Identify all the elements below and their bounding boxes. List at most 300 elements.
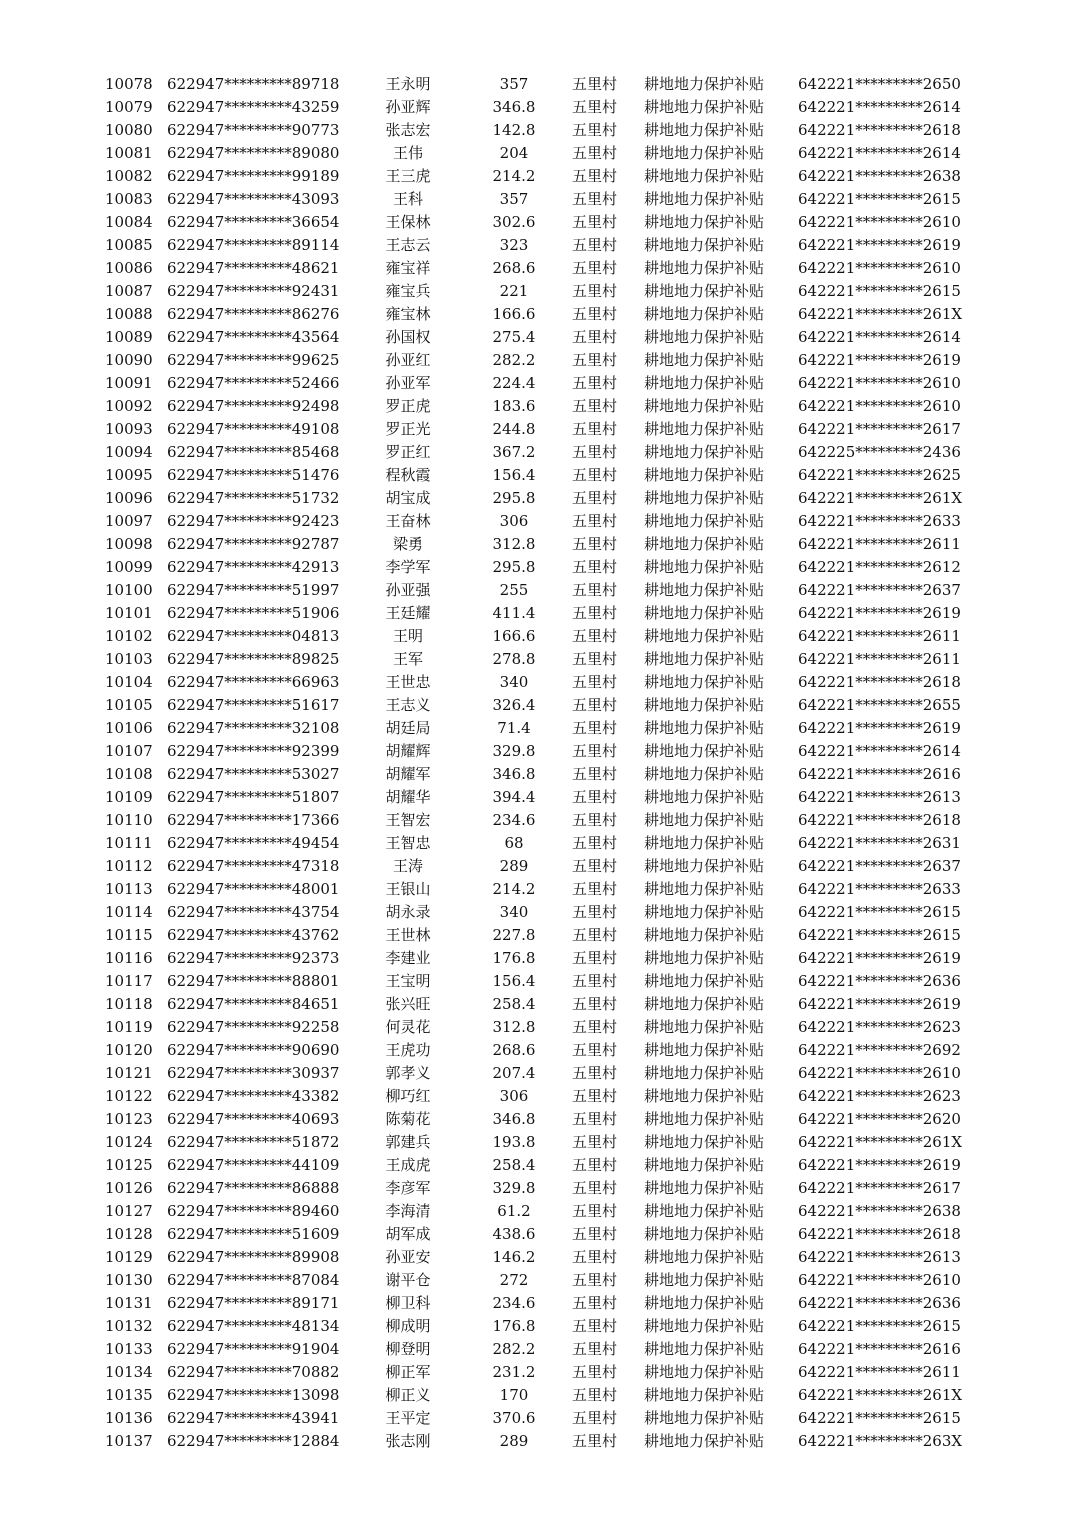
bank-account: 622947*********12884 bbox=[167, 1432, 340, 1450]
table-row bbox=[0, 326, 1074, 349]
subsidy-amount: 176.8 bbox=[492, 949, 536, 967]
table-row bbox=[0, 878, 1074, 901]
bank-account: 622947*********86276 bbox=[167, 305, 340, 323]
table-row bbox=[0, 1154, 1074, 1177]
village-name: 五里村 bbox=[572, 75, 618, 93]
id-card-number: 642221*********2618 bbox=[798, 121, 961, 139]
bank-account: 622947*********48134 bbox=[167, 1317, 340, 1335]
id-card-number: 642221*********2611 bbox=[798, 535, 961, 553]
table-row bbox=[0, 855, 1074, 878]
recipient-name: 张兴旺 bbox=[385, 995, 431, 1013]
recipient-name: 孙国权 bbox=[385, 328, 431, 346]
id-card-number: 642221*********2611 bbox=[798, 627, 961, 645]
table-row bbox=[0, 809, 1074, 832]
subsidy-amount: 289 bbox=[499, 1432, 529, 1450]
village-name: 五里村 bbox=[572, 627, 618, 645]
recipient-name: 王平定 bbox=[385, 1409, 431, 1427]
row-number: 10102 bbox=[105, 627, 153, 645]
id-card-number: 642221*********2638 bbox=[798, 1202, 961, 1220]
subsidy-amount: 346.8 bbox=[492, 98, 536, 116]
id-card-number: 642221*********263X bbox=[798, 1432, 963, 1450]
recipient-name: 郭建兵 bbox=[385, 1133, 431, 1151]
recipient-name: 王银山 bbox=[385, 880, 431, 898]
village-name: 五里村 bbox=[572, 1018, 618, 1036]
bank-account: 622947*********49454 bbox=[167, 834, 340, 852]
subsidy-amount: 346.8 bbox=[492, 765, 536, 783]
subsidy-amount: 142.8 bbox=[492, 121, 536, 139]
village-name: 五里村 bbox=[572, 1110, 618, 1128]
subsidy-amount: 170 bbox=[499, 1386, 529, 1404]
bank-account: 622947*********92423 bbox=[167, 512, 340, 530]
recipient-name: 胡宝成 bbox=[385, 489, 431, 507]
bank-account: 622947*********53027 bbox=[167, 765, 340, 783]
subsidy-type: 耕地地力保护补贴 bbox=[644, 949, 765, 967]
recipient-name: 陈菊花 bbox=[385, 1110, 431, 1128]
row-number: 10130 bbox=[105, 1271, 153, 1289]
village-name: 五里村 bbox=[572, 1340, 618, 1358]
table-row bbox=[0, 1246, 1074, 1269]
village-name: 五里村 bbox=[572, 236, 618, 254]
row-number: 10122 bbox=[105, 1087, 153, 1105]
subsidy-type: 耕地地力保护补贴 bbox=[644, 903, 765, 921]
subsidy-type: 耕地地力保护补贴 bbox=[644, 1294, 765, 1312]
village-name: 五里村 bbox=[572, 374, 618, 392]
row-number: 10121 bbox=[105, 1064, 153, 1082]
row-number: 10135 bbox=[105, 1386, 153, 1404]
village-name: 五里村 bbox=[572, 880, 618, 898]
id-card-number: 642221*********2619 bbox=[798, 949, 961, 967]
subsidy-type: 耕地地力保护补贴 bbox=[644, 880, 765, 898]
recipient-name: 柳卫科 bbox=[385, 1294, 431, 1312]
table-row bbox=[0, 602, 1074, 625]
subsidy-type: 耕地地力保护补贴 bbox=[644, 98, 765, 116]
subsidy-type: 耕地地力保护补贴 bbox=[644, 857, 765, 875]
village-name: 五里村 bbox=[572, 259, 618, 277]
bank-account: 622947*********89114 bbox=[167, 236, 340, 254]
subsidy-amount: 357 bbox=[499, 190, 529, 208]
village-name: 五里村 bbox=[572, 1432, 618, 1450]
table-row bbox=[0, 832, 1074, 855]
bank-account: 622947*********43093 bbox=[167, 190, 340, 208]
recipient-name: 孙亚辉 bbox=[385, 98, 431, 116]
recipient-name: 王世忠 bbox=[385, 673, 431, 691]
row-number: 10124 bbox=[105, 1133, 153, 1151]
id-card-number: 642221*********2610 bbox=[798, 259, 961, 277]
subsidy-amount: 312.8 bbox=[492, 1018, 536, 1036]
subsidy-amount: 204 bbox=[499, 144, 529, 162]
subsidy-amount: 289 bbox=[499, 857, 529, 875]
table-row bbox=[0, 441, 1074, 464]
subsidy-type: 耕地地力保护补贴 bbox=[644, 144, 765, 162]
subsidy-amount: 340 bbox=[499, 673, 529, 691]
bank-account: 622947*********85468 bbox=[167, 443, 340, 461]
subsidy-amount: 275.4 bbox=[492, 328, 536, 346]
recipient-name: 柳成明 bbox=[385, 1317, 431, 1335]
bank-account: 622947*********52466 bbox=[167, 374, 340, 392]
subsidy-type: 耕地地力保护补贴 bbox=[644, 236, 765, 254]
subsidy-amount: 61.2 bbox=[497, 1202, 531, 1220]
subsidy-amount: 370.6 bbox=[492, 1409, 536, 1427]
recipient-name: 张志宏 bbox=[385, 121, 431, 139]
subsidy-amount: 255 bbox=[499, 581, 529, 599]
id-card-number: 642221*********2650 bbox=[798, 75, 961, 93]
id-card-number: 642221*********261X bbox=[798, 489, 963, 507]
table-row bbox=[0, 188, 1074, 211]
table-row bbox=[0, 372, 1074, 395]
table-row bbox=[0, 464, 1074, 487]
id-card-number: 642221*********2611 bbox=[798, 650, 961, 668]
village-name: 五里村 bbox=[572, 466, 618, 484]
subsidy-amount: 227.8 bbox=[492, 926, 536, 944]
table-row bbox=[0, 1039, 1074, 1062]
bank-account: 622947*********43564 bbox=[167, 328, 340, 346]
village-name: 五里村 bbox=[572, 696, 618, 714]
subsidy-type: 耕地地力保护补贴 bbox=[644, 213, 765, 231]
village-name: 五里村 bbox=[572, 190, 618, 208]
bank-account: 622947*********51609 bbox=[167, 1225, 340, 1243]
subsidy-amount: 340 bbox=[499, 903, 529, 921]
subsidy-type: 耕地地力保护补贴 bbox=[644, 1340, 765, 1358]
subsidy-type: 耕地地力保护补贴 bbox=[644, 673, 765, 691]
subsidy-amount: 166.6 bbox=[492, 627, 536, 645]
row-number: 10081 bbox=[105, 144, 153, 162]
subsidy-amount: 224.4 bbox=[492, 374, 536, 392]
subsidy-type: 耕地地力保护补贴 bbox=[644, 1110, 765, 1128]
table-row bbox=[0, 970, 1074, 993]
village-name: 五里村 bbox=[572, 1179, 618, 1197]
bank-account: 622947*********91904 bbox=[167, 1340, 340, 1358]
row-number: 10094 bbox=[105, 443, 153, 461]
row-number: 10126 bbox=[105, 1179, 153, 1197]
table-row bbox=[0, 1384, 1074, 1407]
table-row bbox=[0, 96, 1074, 119]
id-card-number: 642221*********2610 bbox=[798, 1064, 961, 1082]
village-name: 五里村 bbox=[572, 834, 618, 852]
table-row bbox=[0, 1430, 1074, 1453]
recipient-name: 胡军成 bbox=[385, 1225, 431, 1243]
bank-account: 622947*********51872 bbox=[167, 1133, 340, 1151]
bank-account: 622947*********13098 bbox=[167, 1386, 340, 1404]
village-name: 五里村 bbox=[572, 903, 618, 921]
recipient-name: 王军 bbox=[392, 650, 423, 668]
subsidy-type: 耕地地力保护补贴 bbox=[644, 328, 765, 346]
recipient-name: 李海清 bbox=[385, 1202, 431, 1220]
subsidy-type: 耕地地力保护补贴 bbox=[644, 834, 765, 852]
id-card-number: 642221*********2610 bbox=[798, 374, 961, 392]
village-name: 五里村 bbox=[572, 673, 618, 691]
subsidy-amount: 244.8 bbox=[492, 420, 536, 438]
table-row bbox=[0, 418, 1074, 441]
bank-account: 622947*********84651 bbox=[167, 995, 340, 1013]
id-card-number: 642221*********2614 bbox=[798, 144, 961, 162]
subsidy-type: 耕地地力保护补贴 bbox=[644, 1041, 765, 1059]
subsidy-type: 耕地地力保护补贴 bbox=[644, 167, 765, 185]
bank-account: 622947*********89718 bbox=[167, 75, 340, 93]
subsidy-amount: 258.4 bbox=[492, 1156, 536, 1174]
subsidy-type: 耕地地力保护补贴 bbox=[644, 650, 765, 668]
row-number: 10079 bbox=[105, 98, 153, 116]
village-name: 五里村 bbox=[572, 1363, 618, 1381]
subsidy-amount: 234.6 bbox=[492, 811, 536, 829]
recipient-name: 罗正虎 bbox=[385, 397, 431, 415]
id-card-number: 642221*********2692 bbox=[798, 1041, 961, 1059]
bank-account: 622947*********49108 bbox=[167, 420, 340, 438]
bank-account: 622947*********04813 bbox=[167, 627, 340, 645]
subsidy-type: 耕地地力保护补贴 bbox=[644, 1156, 765, 1174]
table-row bbox=[0, 487, 1074, 510]
bank-account: 622947*********51906 bbox=[167, 604, 340, 622]
village-name: 五里村 bbox=[572, 328, 618, 346]
table-row bbox=[0, 1269, 1074, 1292]
bank-account: 622947*********42913 bbox=[167, 558, 340, 576]
village-name: 五里村 bbox=[572, 1317, 618, 1335]
row-number: 10092 bbox=[105, 397, 153, 415]
bank-account: 622947*********47318 bbox=[167, 857, 340, 875]
recipient-name: 胡永录 bbox=[385, 903, 431, 921]
row-number: 10123 bbox=[105, 1110, 153, 1128]
id-card-number: 642221*********2617 bbox=[798, 1179, 961, 1197]
table-row bbox=[0, 740, 1074, 763]
table-row bbox=[0, 556, 1074, 579]
bank-account: 622947*********88801 bbox=[167, 972, 340, 990]
bank-account: 622947*********43941 bbox=[167, 1409, 340, 1427]
subsidy-amount: 306 bbox=[499, 1087, 529, 1105]
bank-account: 622947*********90773 bbox=[167, 121, 340, 139]
village-name: 五里村 bbox=[572, 995, 618, 1013]
subsidy-type: 耕地地力保护补贴 bbox=[644, 489, 765, 507]
village-name: 五里村 bbox=[572, 788, 618, 806]
recipient-name: 何灵花 bbox=[385, 1018, 431, 1036]
table-row bbox=[0, 1177, 1074, 1200]
row-number: 10084 bbox=[105, 213, 153, 231]
bank-account: 622947*********89171 bbox=[167, 1294, 340, 1312]
row-number: 10082 bbox=[105, 167, 153, 185]
id-card-number: 642221*********2623 bbox=[798, 1018, 961, 1036]
village-name: 五里村 bbox=[572, 1202, 618, 1220]
id-card-number: 642225*********2436 bbox=[798, 443, 961, 461]
subsidy-type: 耕地地力保护补贴 bbox=[644, 397, 765, 415]
table-row bbox=[0, 211, 1074, 234]
row-number: 10106 bbox=[105, 719, 153, 737]
subsidy-amount: 221 bbox=[499, 282, 529, 300]
row-number: 10087 bbox=[105, 282, 153, 300]
village-name: 五里村 bbox=[572, 972, 618, 990]
subsidy-amount: 258.4 bbox=[492, 995, 536, 1013]
subsidy-amount: 282.2 bbox=[492, 1340, 536, 1358]
row-number: 10128 bbox=[105, 1225, 153, 1243]
recipient-name: 柳登明 bbox=[385, 1340, 431, 1358]
subsidy-type: 耕地地力保护补贴 bbox=[644, 1363, 765, 1381]
row-number: 10097 bbox=[105, 512, 153, 530]
subsidy-amount: 323 bbox=[499, 236, 529, 254]
recipient-name: 李学军 bbox=[385, 558, 431, 576]
id-card-number: 642221*********2617 bbox=[798, 420, 961, 438]
id-card-number: 642221*********2614 bbox=[798, 98, 961, 116]
bank-account: 622947*********51997 bbox=[167, 581, 340, 599]
row-number: 10116 bbox=[105, 949, 153, 967]
subsidy-type: 耕地地力保护补贴 bbox=[644, 1133, 765, 1151]
recipient-name: 孙亚红 bbox=[385, 351, 431, 369]
id-card-number: 642221*********2615 bbox=[798, 282, 961, 300]
id-card-number: 642221*********2637 bbox=[798, 581, 961, 599]
id-card-number: 642221*********2610 bbox=[798, 1271, 961, 1289]
id-card-number: 642221*********2637 bbox=[798, 857, 961, 875]
table-row bbox=[0, 717, 1074, 740]
table-row bbox=[0, 510, 1074, 533]
table-row bbox=[0, 1131, 1074, 1154]
id-card-number: 642221*********2614 bbox=[798, 328, 961, 346]
table-row bbox=[0, 303, 1074, 326]
subsidy-type: 耕地地力保护补贴 bbox=[644, 1409, 765, 1427]
row-number: 10103 bbox=[105, 650, 153, 668]
subsidy-type: 耕地地力保护补贴 bbox=[644, 1064, 765, 1082]
subsidy-type: 耕地地力保护补贴 bbox=[644, 1317, 765, 1335]
subsidy-amount: 234.6 bbox=[492, 1294, 536, 1312]
subsidy-type: 耕地地力保护补贴 bbox=[644, 374, 765, 392]
id-card-number: 642221*********2636 bbox=[798, 1294, 961, 1312]
id-card-number: 642221*********2619 bbox=[798, 1156, 961, 1174]
recipient-name: 孙亚强 bbox=[385, 581, 431, 599]
table-row bbox=[0, 947, 1074, 970]
row-number: 10114 bbox=[105, 903, 153, 921]
recipient-name: 张志刚 bbox=[385, 1432, 431, 1450]
table-row bbox=[0, 1085, 1074, 1108]
recipient-name: 孙亚军 bbox=[385, 374, 431, 392]
row-number: 10105 bbox=[105, 696, 153, 714]
subsidy-amount: 156.4 bbox=[492, 972, 536, 990]
subsidy-type: 耕地地力保护补贴 bbox=[644, 1202, 765, 1220]
recipient-name: 王智宏 bbox=[385, 811, 431, 829]
village-name: 五里村 bbox=[572, 1409, 618, 1427]
id-card-number: 642221*********2616 bbox=[798, 1340, 961, 1358]
village-name: 五里村 bbox=[572, 558, 618, 576]
village-name: 五里村 bbox=[572, 1156, 618, 1174]
bank-account: 622947*********89908 bbox=[167, 1248, 340, 1266]
id-card-number: 642221*********2623 bbox=[798, 1087, 961, 1105]
recipient-name: 王三虎 bbox=[385, 167, 431, 185]
subsidy-type: 耕地地力保护补贴 bbox=[644, 512, 765, 530]
subsidy-amount: 295.8 bbox=[492, 489, 536, 507]
bank-account: 622947*********51807 bbox=[167, 788, 340, 806]
id-card-number: 642221*********2615 bbox=[798, 190, 961, 208]
table-row bbox=[0, 1338, 1074, 1361]
subsidy-type: 耕地地力保护补贴 bbox=[644, 351, 765, 369]
subsidy-type: 耕地地力保护补贴 bbox=[644, 765, 765, 783]
table-row bbox=[0, 1361, 1074, 1384]
bank-account: 622947*********89080 bbox=[167, 144, 340, 162]
bank-account: 622947*********92431 bbox=[167, 282, 340, 300]
row-number: 10096 bbox=[105, 489, 153, 507]
bank-account: 622947*********43259 bbox=[167, 98, 340, 116]
bank-account: 622947*********43382 bbox=[167, 1087, 340, 1105]
subsidy-amount: 326.4 bbox=[492, 696, 536, 714]
row-number: 10093 bbox=[105, 420, 153, 438]
subsidy-type: 耕地地力保护补贴 bbox=[644, 1225, 765, 1243]
table-row bbox=[0, 924, 1074, 947]
recipient-name: 雍宝兵 bbox=[385, 282, 431, 300]
table-row bbox=[0, 993, 1074, 1016]
bank-account: 622947*********70882 bbox=[167, 1363, 340, 1381]
row-number: 10129 bbox=[105, 1248, 153, 1266]
subsidy-amount: 146.2 bbox=[492, 1248, 536, 1266]
subsidy-type: 耕地地力保护补贴 bbox=[644, 1248, 765, 1266]
recipient-name: 柳正义 bbox=[385, 1386, 431, 1404]
village-name: 五里村 bbox=[572, 420, 618, 438]
row-number: 10108 bbox=[105, 765, 153, 783]
subsidy-type: 耕地地力保护补贴 bbox=[644, 811, 765, 829]
recipient-name: 胡耀军 bbox=[385, 765, 431, 783]
row-number: 10112 bbox=[105, 857, 153, 875]
bank-account: 622947*********43762 bbox=[167, 926, 340, 944]
subsidy-type: 耕地地力保护补贴 bbox=[644, 627, 765, 645]
id-card-number: 642221*********2615 bbox=[798, 1317, 961, 1335]
village-name: 五里村 bbox=[572, 282, 618, 300]
bank-account: 622947*********17366 bbox=[167, 811, 340, 829]
recipient-name: 胡耀辉 bbox=[385, 742, 431, 760]
table-row bbox=[0, 142, 1074, 165]
row-number: 10088 bbox=[105, 305, 153, 323]
village-name: 五里村 bbox=[572, 351, 618, 369]
row-number: 10134 bbox=[105, 1363, 153, 1381]
subsidy-type: 耕地地力保护补贴 bbox=[644, 1271, 765, 1289]
id-card-number: 642221*********2620 bbox=[798, 1110, 961, 1128]
table-row bbox=[0, 694, 1074, 717]
bank-account: 622947*********92787 bbox=[167, 535, 340, 553]
recipient-name: 王伟 bbox=[392, 144, 423, 162]
row-number: 10115 bbox=[105, 926, 153, 944]
village-name: 五里村 bbox=[572, 604, 618, 622]
table-row bbox=[0, 625, 1074, 648]
bank-account: 622947*********99189 bbox=[167, 167, 340, 185]
id-card-number: 642221*********2611 bbox=[798, 1363, 961, 1381]
village-name: 五里村 bbox=[572, 397, 618, 415]
table-row bbox=[0, 257, 1074, 280]
row-number: 10127 bbox=[105, 1202, 153, 1220]
bank-account: 622947*********51476 bbox=[167, 466, 340, 484]
row-number: 10085 bbox=[105, 236, 153, 254]
bank-account: 622947*********32108 bbox=[167, 719, 340, 737]
subsidy-type: 耕地地力保护补贴 bbox=[644, 75, 765, 93]
row-number: 10090 bbox=[105, 351, 153, 369]
row-number: 10083 bbox=[105, 190, 153, 208]
bank-account: 622947*********40693 bbox=[167, 1110, 340, 1128]
subsidy-amount: 278.8 bbox=[492, 650, 536, 668]
bank-account: 622947*********92399 bbox=[167, 742, 340, 760]
table-row bbox=[0, 1062, 1074, 1085]
table-row bbox=[0, 234, 1074, 257]
id-card-number: 642221*********2615 bbox=[798, 926, 961, 944]
subsidy-type: 耕地地力保护补贴 bbox=[644, 926, 765, 944]
id-card-number: 642221*********2655 bbox=[798, 696, 961, 714]
recipient-name: 王虎功 bbox=[385, 1041, 431, 1059]
village-name: 五里村 bbox=[572, 98, 618, 116]
table-row bbox=[0, 119, 1074, 142]
row-number: 10080 bbox=[105, 121, 153, 139]
village-name: 五里村 bbox=[572, 1271, 618, 1289]
table-row bbox=[0, 73, 1074, 96]
row-number: 10118 bbox=[105, 995, 153, 1013]
table-row bbox=[0, 763, 1074, 786]
id-card-number: 642221*********2612 bbox=[798, 558, 961, 576]
id-card-number: 642221*********2618 bbox=[798, 1225, 961, 1243]
subsidy-type: 耕地地力保护补贴 bbox=[644, 420, 765, 438]
id-card-number: 642221*********2633 bbox=[798, 880, 961, 898]
id-card-number: 642221*********2610 bbox=[798, 213, 961, 231]
bank-account: 622947*********43754 bbox=[167, 903, 340, 921]
id-card-number: 642221*********2615 bbox=[798, 903, 961, 921]
recipient-name: 柳正军 bbox=[385, 1363, 431, 1381]
table-row bbox=[0, 1016, 1074, 1039]
